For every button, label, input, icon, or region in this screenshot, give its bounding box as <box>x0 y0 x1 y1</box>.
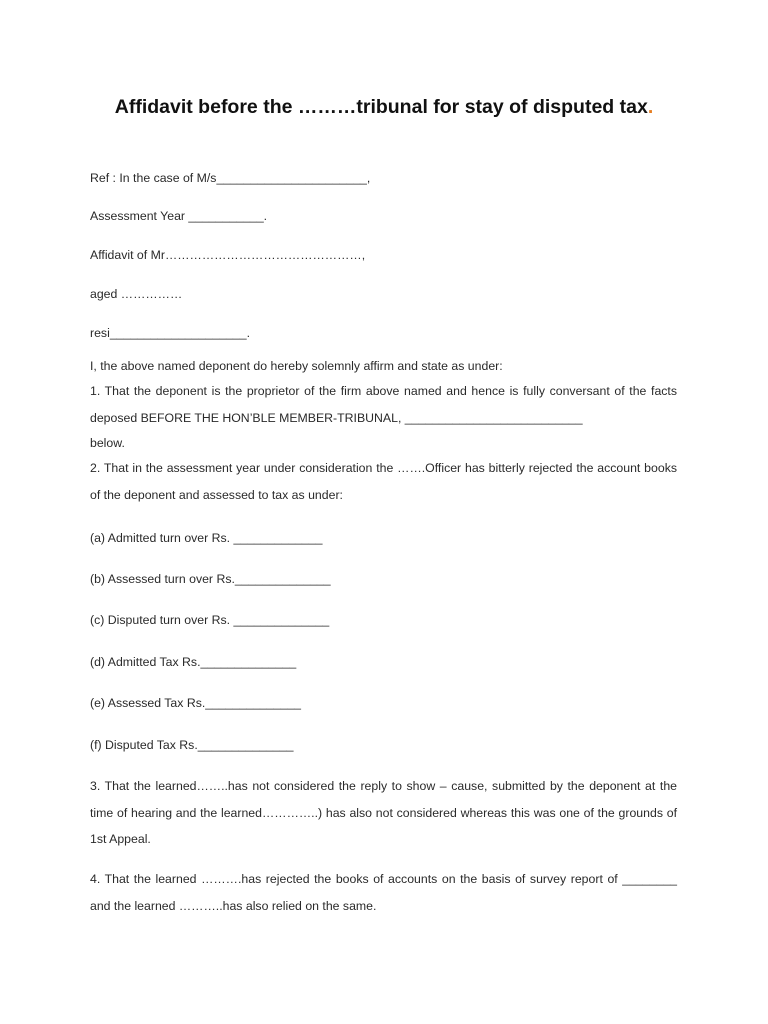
list-item-f: (f) Disputed Tax Rs.______________ <box>90 738 294 752</box>
intro-line: I, the above named deponent do hereby solemnly affirm and state as under: <box>90 359 503 373</box>
list-item-c: (c) Disputed turn over Rs. ______________ <box>90 613 330 627</box>
title-period: . <box>647 96 654 118</box>
document-title <box>0 96 768 119</box>
ref-line: Ref : In the case of M/s______________________, <box>90 171 371 185</box>
paragraph-4: 4. That the learned ……….has rejected the books of accounts on the basis of survey report of ________ and the learned ………..has also relied on the same. <box>90 872 677 913</box>
list-item-b: (b) Assessed turn over Rs.______________ <box>90 572 331 586</box>
title-text: Affidavit before the ………tribunal for stay of disputed tax <box>114 96 648 118</box>
assessment-year-line: Assessment Year ___________. <box>90 209 268 223</box>
paragraph-3: 3. That the learned……..has not considered the reply to show – cause, submitted by the deponent at the time of hearing and the learned…………..) has also not considered whereas this was one of the grounds of 1st Appeal. <box>90 779 677 846</box>
list-item-d: (d) Admitted Tax Rs.______________ <box>90 655 297 669</box>
aged-line: aged …………… <box>90 287 183 301</box>
list-item-e: (e) Assessed Tax Rs.______________ <box>90 696 302 710</box>
affidavit-of-line: Affidavit of Mr…………………………………………, <box>90 248 366 262</box>
paragraph-1-below: below. <box>90 436 125 450</box>
paragraph-1: 1. That the deponent is the proprietor of the firm above named and hence is fully conversant of the facts deposed BEFORE THE HON’BLE MEMBER-TRIBUNAL, __________________________ <box>90 384 677 425</box>
list-item-a: (a) Admitted turn over Rs. _____________ <box>90 531 323 545</box>
paragraph-2: 2. That in the assessment year under consideration the …….Officer has bitterly rejected the account books of the deponent and assessed to tax as under: <box>90 461 677 502</box>
resi-line: resi____________________. <box>90 326 251 340</box>
